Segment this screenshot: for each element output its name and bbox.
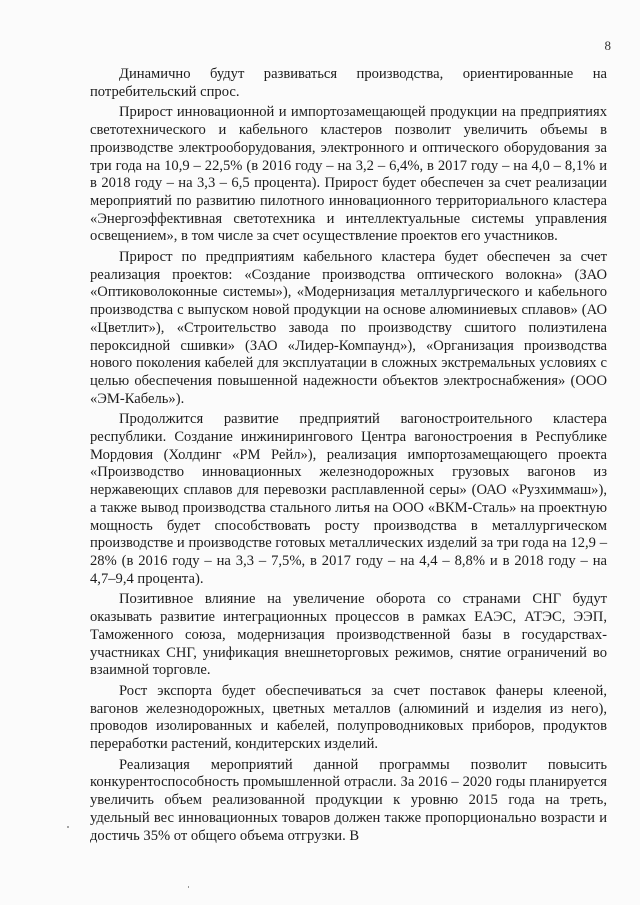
scan-speck	[67, 826, 69, 828]
page-number: 8	[604, 38, 611, 53]
paragraph: Рост экспорта будет обеспечиваться за счет поставок фанеры клееной, вагонов железнодорожных, цветных металлов (алюминий и изделия из него), проводов изолированных и кабелей, полупроводниковых приборов, продуктов переработки растений, кондитерских изделий.	[90, 682, 607, 753]
paragraph: Продолжится развитие предприятий вагоностроительного кластера республики. Создание инжинирингового Центра вагоностроения в Республике Мордовия (Холдинг «РМ Рейл»), реализация импортозамещающего проекта «Производство инновационных железнодорожных грузовых вагонов из нержавеющих сплавов для перевозки расплавленной серы» (ОАО «Рузхиммаш»), а также вывод производства стального литья на ООО «ВКМ-Сталь» на проектную мощность будет способствовать росту производства в металлургическом производстве и производстве готовых металлических изделий за три года на 12,9 – 28% (в 2016 году – на 3,3 – 7,5%, в 2017 году – на 4,4 – 8,8% и в 2018 году – на 4,7–9,4 процента).	[90, 411, 607, 587]
paragraph: Реализация мероприятий данной программы позволит повысить конкурентоспособность промышленной отрасли. За 2016 – 2020 годы планируется увеличить объем реализованной продукции к уровню 2015 года на треть, удельный вес инновационных товаров должен также пропорционально возрасти и достичь 35% от общего объема отгрузки. В	[90, 756, 607, 844]
paragraph: Прирост инновационной и импортозамещающей продукции на предприятиях светотехнического и кабельного кластеров позволит увеличить объемы в производстве электрооборудования, электронного и оптического оборудования за три года на 10,9 – 22,5% (в 2016 году – на 3,2 – 6,4%, в 2017 году – на 4,0 – 8,1% и в 2018 году – на 3,3 – 6,5 процента). Прирост будет обеспечен за счет реализации мероприятий по развитию пилотного инновационного территориального кластера «Энергоэффективная светотехника и интеллектуальные системы управления освещением», в том числе за счет осуществление проектов его участников.	[90, 104, 607, 245]
scan-speck	[188, 886, 189, 888]
paragraph: Прирост по предприятиям кабельного кластера будет обеспечен за счет реализация проектов: «Создание производства оптического волокна» (ЗАО «Оптиковолоконные системы»), «Модернизация металлургического и кабельного производства с выпуском новой продукции на основе алюминиевых сплавов» (АО «Цветлит»), «Строительство завода по производству сшитого полиэтилена пероксидной сшивки» (ЗАО «Лидер-Компаунд»), «Организация производства нового поколения кабелей для эксплуатации в сложных экстремальных условиях с целью обеспечения повышенной надежности объектов электроснабжения» (ООО «ЭМ-Кабель»).	[90, 249, 607, 407]
body-text	[90, 66, 607, 848]
paragraph: Позитивное влияние на увеличение оборота со странами СНГ будут оказывать развитие интеграционных процессов в рамках ЕАЭС, АТЭС, ЭЭП, Таможенного союза, модернизация производственной базы в государствах-участниках СНГ, унификация внешнеторговых режимов, снятие ограничений во взаимной торговле.	[90, 591, 607, 679]
paragraph: Динамично будут развиваться производства, ориентированные на потребительский спрос.	[90, 66, 607, 100]
